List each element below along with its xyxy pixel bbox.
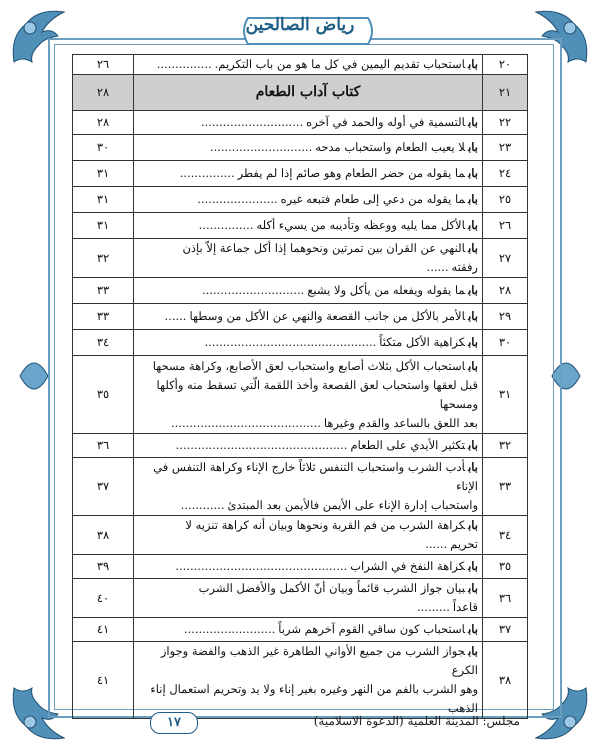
page-ref: ٢٨ [73, 75, 134, 111]
entry-number: ٣٤ [483, 516, 528, 555]
page-ref: ٣٣ [73, 304, 134, 330]
entry-line: بعد اللعق بالساعد والقدم وغيرها [323, 415, 478, 430]
leader-dots: ............................ [200, 115, 304, 129]
page-ref: ٣٤ [73, 330, 134, 356]
entry-number: ٣٧ [483, 618, 528, 642]
table-row [73, 618, 528, 642]
entry-line: قبل لعقها واستحباب لعق القصعة وأخذ اللقمة الّتي تسقط منه وأكلها ومسحها [156, 377, 478, 411]
entry-title [134, 239, 483, 278]
leader-dots: ......................... [183, 622, 276, 636]
entry-number: ٢٨ [483, 278, 528, 304]
entry-title [134, 579, 483, 618]
bab-label: باب [468, 335, 478, 349]
leader-dots: ............................ [201, 283, 305, 297]
bab-label: باب [468, 309, 478, 323]
entry-text: لا يعيب الطعام واستحباب مدحه [315, 140, 466, 154]
entry-text: بيان جواز الشرب قائماً وبيان أنّ الأكمل والأفضل الشرب قاعداً [198, 581, 478, 614]
leader-dots: ............................................... [175, 559, 348, 573]
entry-title [134, 75, 483, 111]
leader-dots: ............ [180, 498, 225, 512]
bab-label: باب [468, 518, 478, 532]
leader-dots: ...... [164, 309, 187, 323]
entry-text: ما يقوله من دعي إلى طعام فتبعه غيره [280, 192, 466, 206]
leader-dots: ............................................... [204, 335, 377, 349]
table-row [73, 304, 528, 330]
table-row [73, 555, 528, 579]
chapter-row [73, 75, 528, 111]
table-row [73, 330, 528, 356]
entry-number: ٢٢ [483, 111, 528, 135]
leader-dots: ............... [198, 218, 254, 232]
entry-title [134, 458, 483, 516]
page-ref: ٣٩ [73, 555, 134, 579]
table-row [73, 161, 528, 187]
page-title: رياض الصالحين [245, 15, 355, 35]
bab-label: باب [468, 192, 478, 206]
leader-dots: ............................ [209, 140, 313, 154]
table-row [73, 55, 528, 75]
entry-number: ٣٨ [483, 642, 528, 719]
entry-text: تكثير الأيدي على الطعام [350, 438, 466, 452]
table-row [73, 458, 528, 516]
entry-text: النهي عن القران بين تمرتين ونحوهما إذا أكل جماعة إلاّ بإذن رفقته [182, 241, 478, 274]
entry-line: جواز الشرب من جميع الأواني الطاهرة غير الذهب والفضة وجواز الكرع [160, 644, 478, 677]
page-ref: ٤١ [73, 642, 134, 719]
page-ref: ٣٧ [73, 458, 134, 516]
table-row [73, 642, 528, 719]
leader-dots: ...... [425, 537, 448, 551]
leader-dots: ............................................... [175, 438, 348, 452]
page-ref: ٣١ [73, 161, 134, 187]
publisher-text: مجلس: المدينة العلمية (الدعوة الاسلامية) [313, 714, 520, 728]
entry-number: ٢٦ [483, 213, 528, 239]
table-row [73, 111, 528, 135]
page-number: ١٧ [150, 712, 198, 734]
chapter-title: كتاب آداب الطعام [255, 84, 361, 100]
entry-text: التسمية في أوله والحمد في آخره [306, 115, 466, 129]
entry-number: ٢٥ [483, 187, 528, 213]
entry-text: كراهة النفخ في الشراب [350, 559, 466, 573]
page-ref: ٣٣ [73, 278, 134, 304]
page-ref: ٣٢ [73, 239, 134, 278]
entry-text: الأمر بالأكل من جانب القصعة والنهي عن الأكل من وسطها [189, 309, 466, 323]
bab-label: باب [468, 283, 478, 297]
page-ref: ٤٠ [73, 579, 134, 618]
entry-text: استحباب تقديم اليمين في كل ما هو من باب التكريم. [214, 57, 466, 71]
leader-dots: ...... [426, 260, 449, 274]
page-ref: ٢٦ [73, 55, 134, 75]
entry-title [134, 161, 483, 187]
entry-title [134, 304, 483, 330]
page-ref: ٣٠ [73, 135, 134, 161]
entry-number: ٣٢ [483, 434, 528, 458]
entry-number: ٢٩ [483, 304, 528, 330]
bab-label: باب [468, 115, 478, 129]
entry-number: ٣٦ [483, 579, 528, 618]
bab-label: باب [468, 358, 478, 373]
bab-label: باب [468, 460, 478, 474]
entry-number: ٢٧ [483, 239, 528, 278]
page-ref: ٣١ [73, 187, 134, 213]
bab-label: باب [468, 241, 478, 255]
entry-title [134, 356, 483, 434]
entry-line: استحباب الأكل بثلاث أصابع واستحباب لعق الأصابع، وكراهة مسحها [152, 358, 466, 373]
bab-label: باب [468, 218, 478, 232]
entry-number: ٣١ [483, 356, 528, 434]
entry-title [134, 187, 483, 213]
table-row [73, 213, 528, 239]
leader-dots: ......... [416, 600, 450, 614]
entry-title [134, 135, 483, 161]
entry-text: استحباب كون ساقي القوم آخرهم شرباً [278, 622, 466, 636]
table-row [73, 434, 528, 458]
entry-number: ٢٤ [483, 161, 528, 187]
entry-title [134, 642, 483, 719]
leader-dots: ......................................... [171, 415, 321, 430]
bab-label: باب [468, 166, 478, 180]
entry-title [134, 618, 483, 642]
entry-title [134, 213, 483, 239]
entry-number: ٢١ [483, 75, 528, 111]
table-row [73, 135, 528, 161]
entry-number: ٣٠ [483, 330, 528, 356]
leader-dots: ............... [156, 57, 212, 71]
entry-text: كراهة الشرب من فم القربة ونحوها وبيان أنه كراهة تنزيه لا تحريم [185, 518, 478, 551]
entry-title [134, 330, 483, 356]
entry-number: ٢٠ [483, 55, 528, 75]
bab-label: باب [468, 644, 478, 658]
bab-label: باب [468, 57, 478, 71]
page-ref: ٣٦ [73, 434, 134, 458]
bab-label: باب [468, 559, 478, 573]
bab-label: باب [468, 581, 478, 595]
entry-number: ٣٣ [483, 458, 528, 516]
table-row [73, 356, 528, 434]
leader-dots: ...................... [197, 192, 278, 206]
entry-text: الأكل مما يليه ووعظه وتأديبه من يسيء أكله [256, 218, 466, 232]
bab-label: باب [468, 140, 478, 154]
entry-text: كراهية الأكل متكئاً [379, 335, 466, 349]
page-ref: ٣٨ [73, 516, 134, 555]
entry-title [134, 278, 483, 304]
entry-line: واستحباب إدارة الإناء على الأيمن فالأيمن بعد المبتدئ [227, 498, 478, 512]
entry-title [134, 555, 483, 579]
table-row [73, 516, 528, 555]
table-row [73, 239, 528, 278]
table-row [73, 187, 528, 213]
entry-line: أدب الشرب واستحباب التنفس ثلاثاً خارج الإناء وكراهة التنفس في الإناء [153, 460, 478, 493]
footer [80, 710, 520, 736]
entry-title [134, 434, 483, 458]
table-row [73, 579, 528, 618]
contents-table [72, 54, 528, 719]
entry-number: ٢٣ [483, 135, 528, 161]
page-ref: ٣٥ [73, 356, 134, 434]
entry-number: ٣٥ [483, 555, 528, 579]
entry-line: وهو الشرب بالفم من النهر وغيره بغير إناء ولا يد وتحريم استعمال إناء الذهب [150, 682, 478, 715]
table-row [73, 278, 528, 304]
leader-dots: ............... [179, 166, 235, 180]
entry-title [134, 516, 483, 555]
bab-label: باب [468, 622, 478, 636]
entry-text: ما يقوله ويفعله من يأكل ولا يشبع [307, 283, 466, 297]
entry-text: ما يقوله من حضر الطعام وهو صائم إذا لم يفطر [237, 166, 466, 180]
bab-label: باب [468, 438, 478, 452]
entry-title [134, 111, 483, 135]
page-ref: ٣١ [73, 213, 134, 239]
page-ref: ٤١ [73, 618, 134, 642]
entry-title [134, 55, 483, 75]
page-ref: ٢٨ [73, 111, 134, 135]
